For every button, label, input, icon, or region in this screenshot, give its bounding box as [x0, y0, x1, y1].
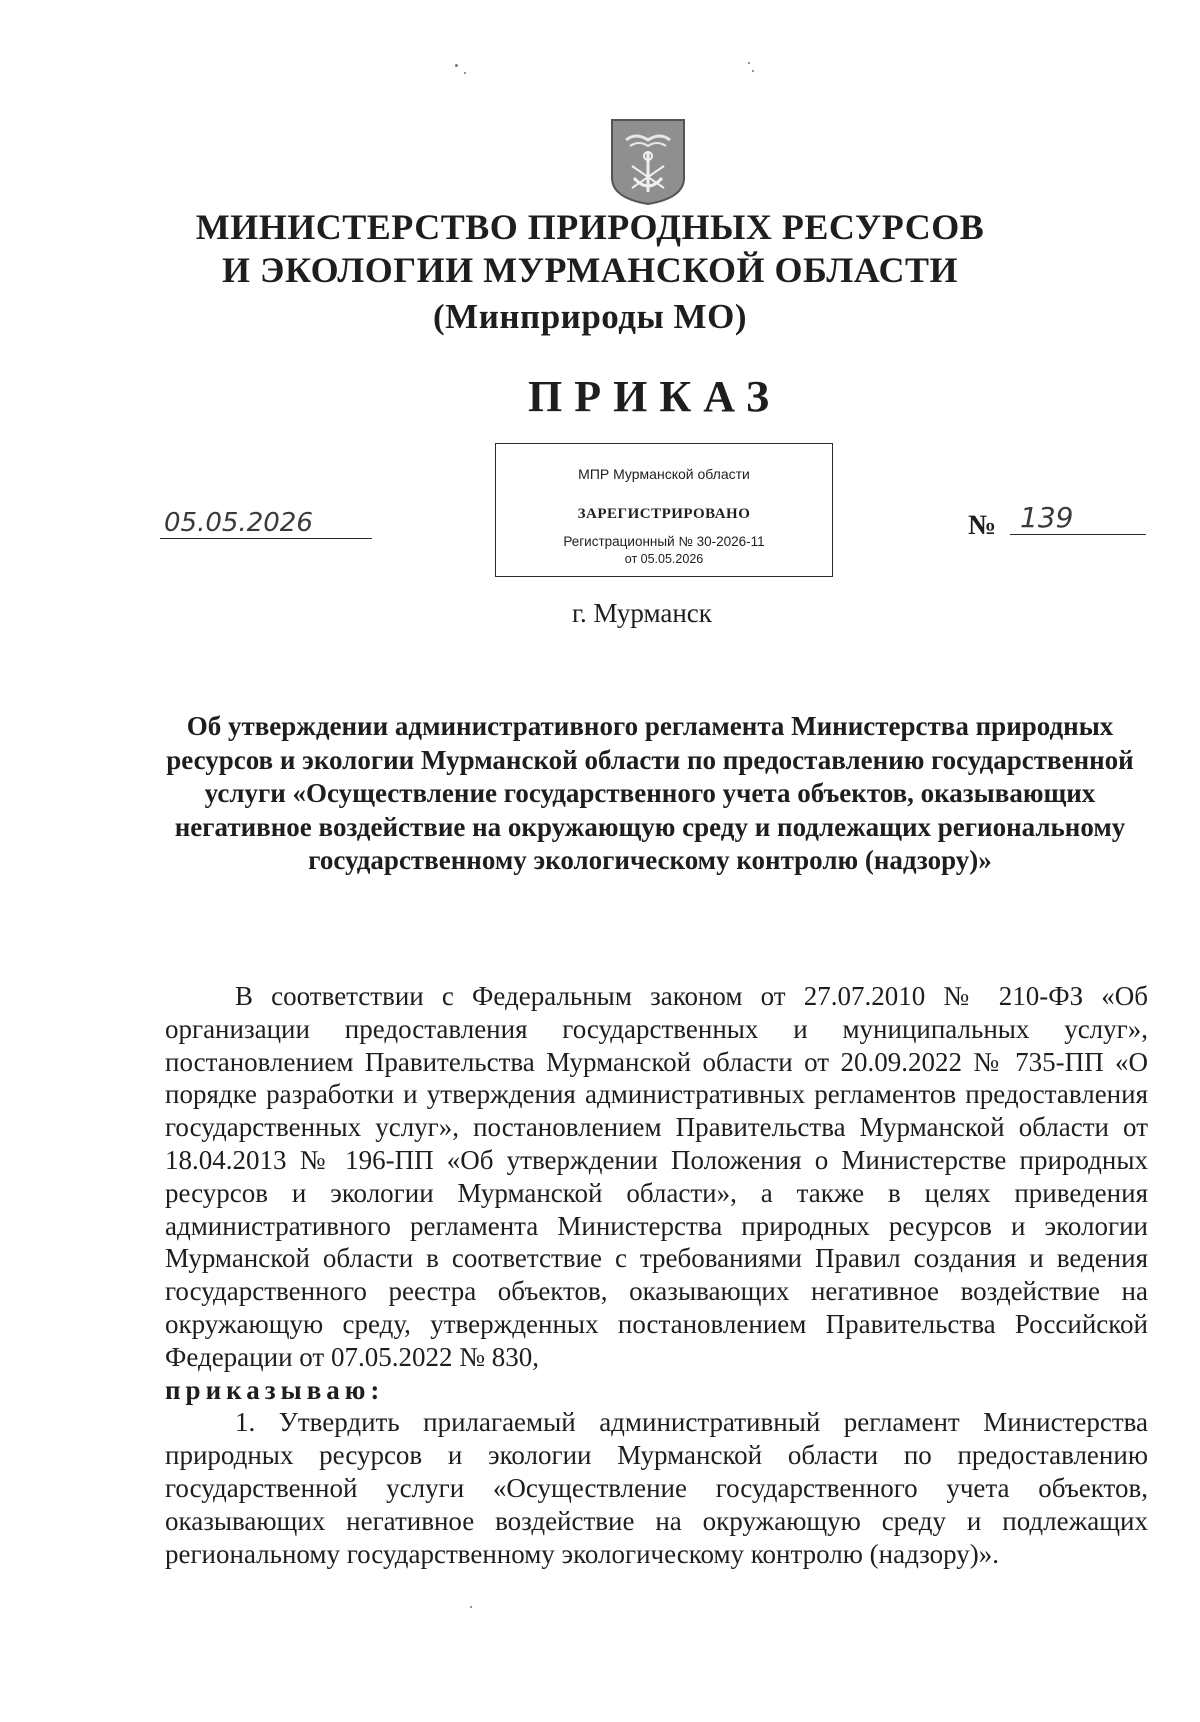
scan-speck	[752, 70, 754, 72]
coat-of-arms-icon	[610, 118, 686, 206]
scan-speck	[470, 1606, 472, 1608]
registration-stamp	[495, 443, 833, 577]
order-number-label: №	[968, 510, 997, 541]
ministry-name-line1: МИНИСТЕРСТВО ПРИРОДНЫХ РЕСУРСОВ	[195, 207, 985, 247]
stamp-status: ЗАРЕГИСТРИРОВАНО	[577, 506, 751, 522]
scan-speck	[464, 72, 466, 74]
order-body	[165, 980, 1148, 1570]
order-item-1: 1. Утвердить прилагаемый административный регламент Министерства природных ресурсов и экологии Мурманской области по предоставлению государственной услуги «Осуществление государственного учета объектов, оказывающих негативное воздействие на окружающую среду и подлежащих региональному государственному экологическому контролю (надзору)».	[165, 1407, 1148, 1569]
stamp-reg-number: Регистрационный № 30-2026-11	[563, 534, 765, 549]
order-subject: Об утверждении административного регламента Министерства природных ресурсов и экологии Мурманской области по предоставлению государственной услуги «Осуществление государственного учета объектов, оказывающих негативное воздействие на окружающую среду и подлежащих региональному государственному экологическому контролю (надзору)»	[166, 711, 1134, 875]
order-number-handwritten: 139	[1010, 502, 1146, 535]
preamble-paragraph: В соответствии с Федеральным законом от 27.07.2010 № 210-ФЗ «Об организации предоставления государственных и муниципальных услуг», постановлением Правительства Мурманской области от 20.09.2022 № 735-ПП «О порядке разработки и утверждения административных регламентов предоставления государственных услуг», постановлением Правительства Мурманской области от 18.04.2013 № 196-ПП «Об утверждении Положения о Министерстве природных ресурсов и экологии Мурманской области», а также в целях приведения административного регламента Министерства природных ресурсов и экологии Мурманской области в соответствие с требованиями Правил создания и ведения государственного реестра объектов, оказывающих негативное воздействие на окружающую среду, утвержденных постановлением Правительства Российской Федерации от 07.05.2022 № 830,	[165, 981, 1148, 1372]
stamp-reg-date: от 05.05.2026	[624, 552, 704, 566]
order-date-handwritten: 05.05.2026	[160, 508, 372, 539]
ministry-name-line2: И ЭКОЛОГИИ МУРМАНСКОЙ ОБЛАСТИ	[222, 250, 958, 290]
scan-speck	[455, 64, 458, 67]
order-title: ПРИКАЗ	[528, 372, 782, 421]
city-line: г. Мурманск	[572, 598, 712, 628]
ministry-short-name: (Минприроды МО)	[433, 297, 747, 336]
decree-word: приказываю:	[165, 1374, 385, 1405]
stamp-org: МПР Мурманской области	[578, 466, 750, 482]
scan-speck	[748, 62, 750, 64]
